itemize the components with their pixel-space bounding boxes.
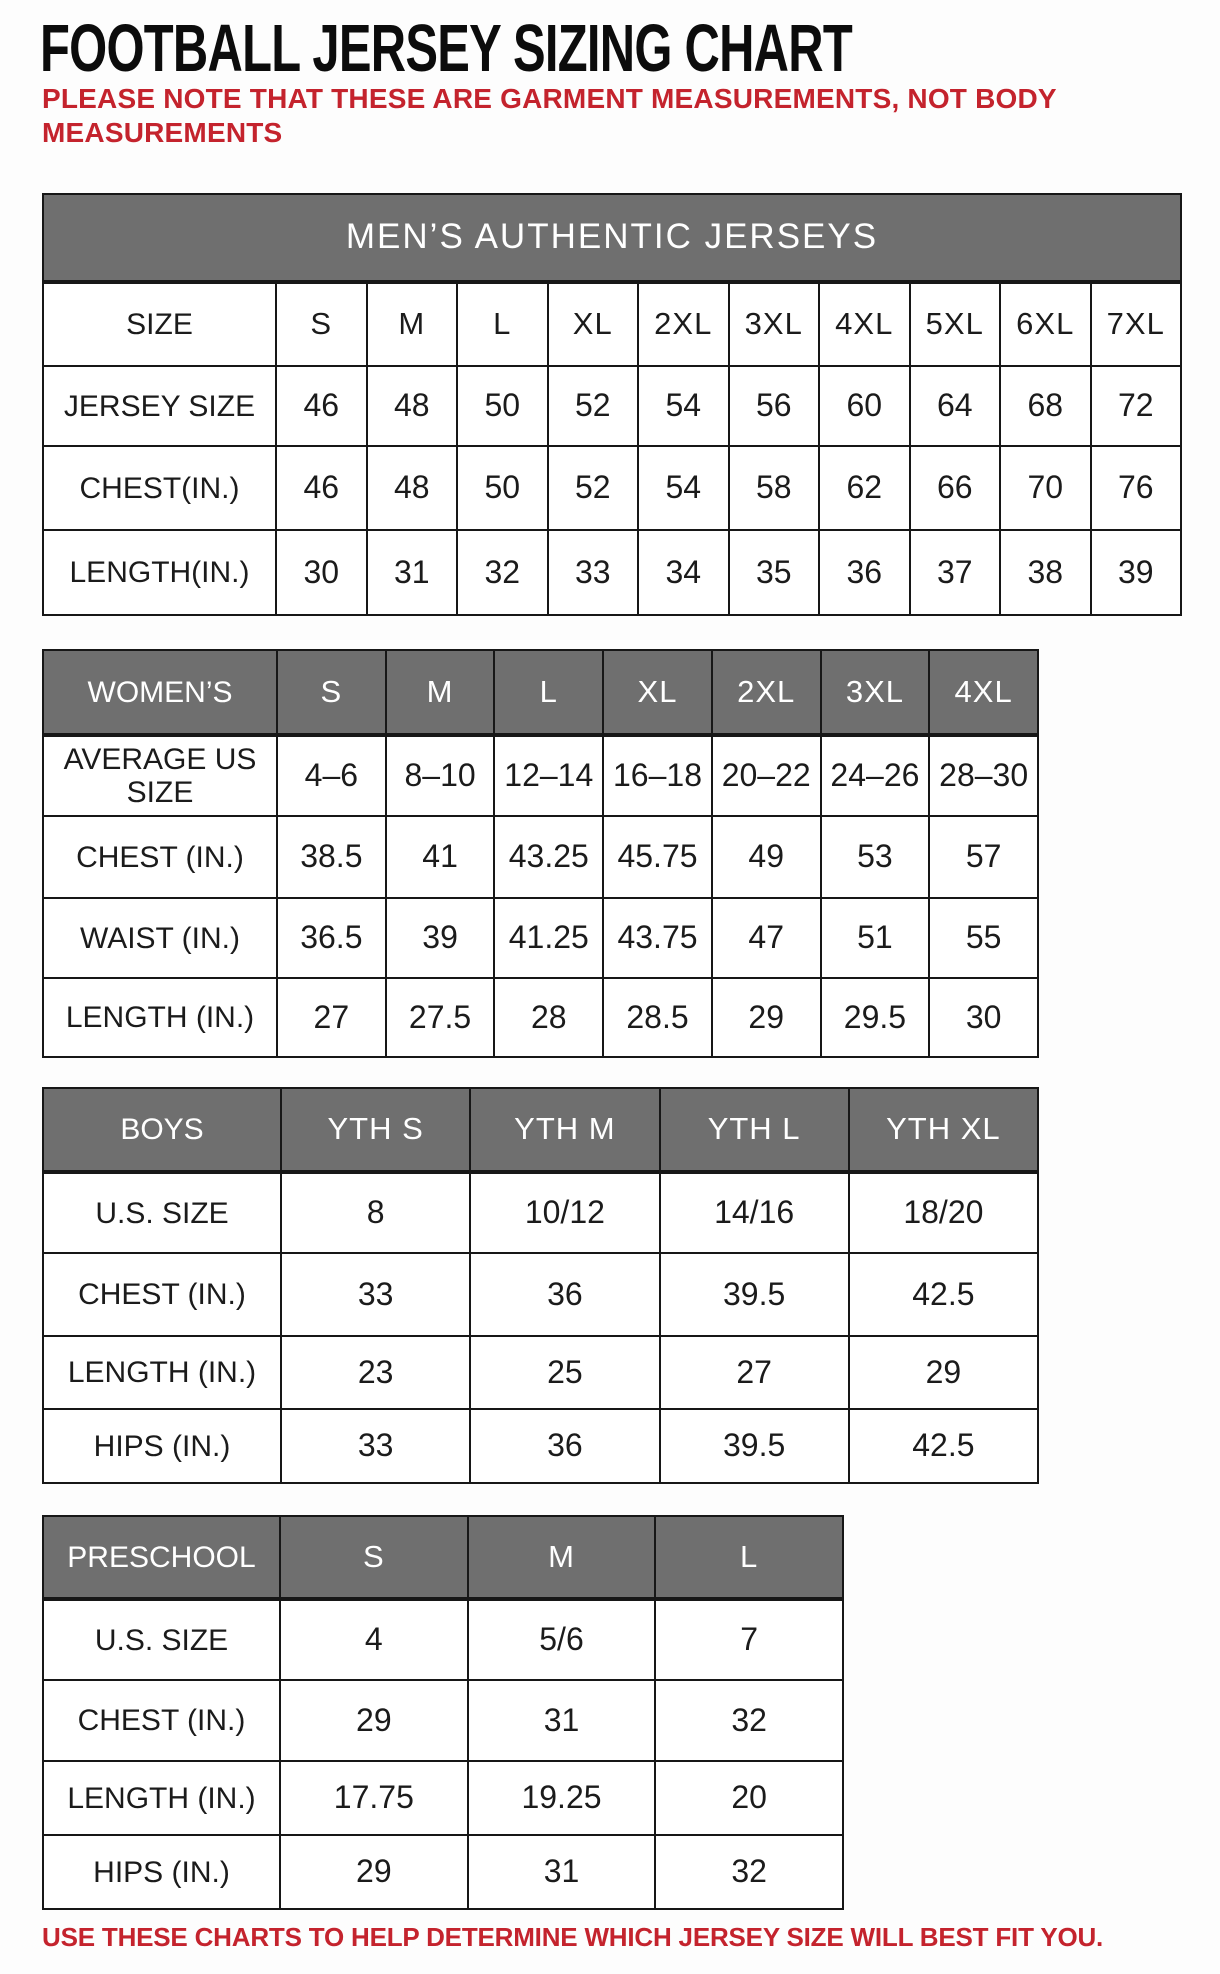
row-label: LENGTH (IN.) xyxy=(44,1760,279,1834)
table-cell: 33 xyxy=(280,1252,469,1335)
womens-table-title: WOMEN’S xyxy=(44,651,276,735)
table-cell: 53 xyxy=(820,815,929,897)
table-cell: 52 xyxy=(547,365,638,445)
table-cell: 30 xyxy=(928,977,1037,1056)
table-cell: 28–30 xyxy=(928,735,1037,815)
garment-measurement-note: PLEASE NOTE THAT THESE ARE GARMENT MEASUREMENTS, NOT BODY MEASUREMENTS xyxy=(42,83,1057,148)
column-header: M xyxy=(385,651,494,735)
column-header: 2XL xyxy=(711,651,820,735)
column-header: M xyxy=(467,1517,655,1599)
table-cell: 19.25 xyxy=(467,1760,655,1834)
table-cell: 57 xyxy=(928,815,1037,897)
table-cell: 36.5 xyxy=(276,897,385,977)
table-cell: 18/20 xyxy=(848,1172,1037,1252)
table-cell: 43.75 xyxy=(602,897,711,977)
table-cell: 50 xyxy=(456,445,547,529)
table-cell: 39.5 xyxy=(659,1252,848,1335)
table-cell: 17.75 xyxy=(279,1760,467,1834)
table-cell: 4 xyxy=(279,1599,467,1679)
row-label: CHEST (IN.) xyxy=(44,815,276,897)
table-cell: 50 xyxy=(456,365,547,445)
table-cell: 39 xyxy=(1090,529,1181,614)
column-header: YTH XL xyxy=(848,1089,1037,1172)
table-cell: 8–10 xyxy=(385,735,494,815)
row-label: U.S. SIZE xyxy=(44,1172,280,1252)
table-cell: 42.5 xyxy=(848,1252,1037,1335)
page-title: FOOTBALL JERSEY SIZING CHART xyxy=(40,11,853,86)
column-header: L xyxy=(493,651,602,735)
column-header: XL xyxy=(547,282,638,365)
table-cell: 51 xyxy=(820,897,929,977)
table-cell: 5/6 xyxy=(467,1599,655,1679)
column-header: 3XL xyxy=(728,282,819,365)
table-cell: 45.75 xyxy=(602,815,711,897)
table-cell: 32 xyxy=(654,1834,842,1908)
table-cell: 68 xyxy=(999,365,1090,445)
table-cell: 8 xyxy=(280,1172,469,1252)
table-cell: 39.5 xyxy=(659,1408,848,1482)
table-cell: 34 xyxy=(637,529,728,614)
column-header: 7XL xyxy=(1090,282,1181,365)
preschool-table-title: PRESCHOOL xyxy=(44,1517,279,1599)
table-cell: 27 xyxy=(276,977,385,1056)
row-label: U.S. SIZE xyxy=(44,1599,279,1679)
table-cell: 28.5 xyxy=(602,977,711,1056)
table-cell: 36 xyxy=(469,1252,658,1335)
table-cell: 28 xyxy=(493,977,602,1056)
table-cell: 23 xyxy=(280,1335,469,1408)
column-header: XL xyxy=(602,651,711,735)
column-header: 5XL xyxy=(909,282,1000,365)
column-header: 3XL xyxy=(820,651,929,735)
table-cell: 56 xyxy=(728,365,819,445)
column-header: 4XL xyxy=(818,282,909,365)
table-cell: 60 xyxy=(818,365,909,445)
table-cell: 54 xyxy=(637,445,728,529)
row-label: CHEST (IN.) xyxy=(44,1679,279,1760)
table-cell: 25 xyxy=(469,1335,658,1408)
table-cell: 31 xyxy=(467,1834,655,1908)
row-label: CHEST(IN.) xyxy=(44,445,275,529)
table-cell: 36 xyxy=(818,529,909,614)
table-cell: 39 xyxy=(385,897,494,977)
table-cell: 54 xyxy=(637,365,728,445)
table-cell: 62 xyxy=(818,445,909,529)
table-cell: 46 xyxy=(275,445,366,529)
table-cell: 30 xyxy=(275,529,366,614)
table-cell: 49 xyxy=(711,815,820,897)
table-cell: 37 xyxy=(909,529,1000,614)
table-cell: 38 xyxy=(999,529,1090,614)
table-cell: 33 xyxy=(547,529,638,614)
column-header: YTH M xyxy=(469,1089,658,1172)
column-header: S xyxy=(276,651,385,735)
column-header: 6XL xyxy=(999,282,1090,365)
table-cell: 47 xyxy=(711,897,820,977)
table-cell: 72 xyxy=(1090,365,1181,445)
table-cell: 41.25 xyxy=(493,897,602,977)
table-cell: 20 xyxy=(654,1760,842,1834)
mens-sizing-table xyxy=(42,193,1182,616)
table-cell: 29 xyxy=(711,977,820,1056)
column-header: S xyxy=(275,282,366,365)
row-label: JERSEY SIZE xyxy=(44,365,275,445)
table-cell: 41 xyxy=(385,815,494,897)
table-cell: 4–6 xyxy=(276,735,385,815)
row-label: LENGTH(IN.) xyxy=(44,529,275,614)
table-cell: 33 xyxy=(280,1408,469,1482)
fit-advice-note: USE THESE CHARTS TO HELP DETERMINE WHICH JERSEY SIZE WILL BEST FIT YOU. xyxy=(42,1922,1104,1952)
column-header: 2XL xyxy=(637,282,728,365)
table-cell: 58 xyxy=(728,445,819,529)
table-cell: 27.5 xyxy=(385,977,494,1056)
row-label: AVERAGE US SIZE xyxy=(44,735,276,815)
table-cell: 66 xyxy=(909,445,1000,529)
table-cell: 42.5 xyxy=(848,1408,1037,1482)
column-header: M xyxy=(366,282,457,365)
row-label: HIPS (IN.) xyxy=(44,1408,280,1482)
column-header: S xyxy=(279,1517,467,1599)
table-cell: 29 xyxy=(848,1335,1037,1408)
table-cell: 43.25 xyxy=(493,815,602,897)
table-cell: 24–26 xyxy=(820,735,929,815)
table-cell: 38.5 xyxy=(276,815,385,897)
table-cell: 20–22 xyxy=(711,735,820,815)
womens-sizing-table xyxy=(42,649,1039,1058)
preschool-sizing-table xyxy=(42,1515,844,1910)
table-cell: 32 xyxy=(654,1679,842,1760)
row-label: CHEST (IN.) xyxy=(44,1252,280,1335)
row-label: SIZE xyxy=(44,282,275,365)
table-cell: 29.5 xyxy=(820,977,929,1056)
table-cell: 12–14 xyxy=(493,735,602,815)
column-header: YTH L xyxy=(659,1089,848,1172)
column-header: L xyxy=(654,1517,842,1599)
table-cell: 32 xyxy=(456,529,547,614)
table-cell: 10/12 xyxy=(469,1172,658,1252)
mens-table-title: MEN’S AUTHENTIC JERSEYS xyxy=(44,195,1180,282)
table-cell: 14/16 xyxy=(659,1172,848,1252)
column-header: YTH S xyxy=(280,1089,469,1172)
boys-table-title: BOYS xyxy=(44,1089,280,1172)
table-cell: 29 xyxy=(279,1679,467,1760)
table-cell: 55 xyxy=(928,897,1037,977)
table-cell: 31 xyxy=(366,529,457,614)
row-label: HIPS (IN.) xyxy=(44,1834,279,1908)
table-cell: 48 xyxy=(366,445,457,529)
row-label: LENGTH (IN.) xyxy=(44,1335,280,1408)
table-cell: 64 xyxy=(909,365,1000,445)
table-cell: 35 xyxy=(728,529,819,614)
table-cell: 29 xyxy=(279,1834,467,1908)
table-cell: 31 xyxy=(467,1679,655,1760)
row-label: LENGTH (IN.) xyxy=(44,977,276,1056)
table-cell: 70 xyxy=(999,445,1090,529)
column-header: 4XL xyxy=(928,651,1037,735)
row-label: WAIST (IN.) xyxy=(44,897,276,977)
table-cell: 52 xyxy=(547,445,638,529)
table-cell: 36 xyxy=(469,1408,658,1482)
table-cell: 48 xyxy=(366,365,457,445)
table-cell: 16–18 xyxy=(602,735,711,815)
column-header: L xyxy=(456,282,547,365)
table-cell: 27 xyxy=(659,1335,848,1408)
table-cell: 46 xyxy=(275,365,366,445)
table-cell: 76 xyxy=(1090,445,1181,529)
boys-sizing-table xyxy=(42,1087,1039,1484)
table-cell: 7 xyxy=(654,1599,842,1679)
